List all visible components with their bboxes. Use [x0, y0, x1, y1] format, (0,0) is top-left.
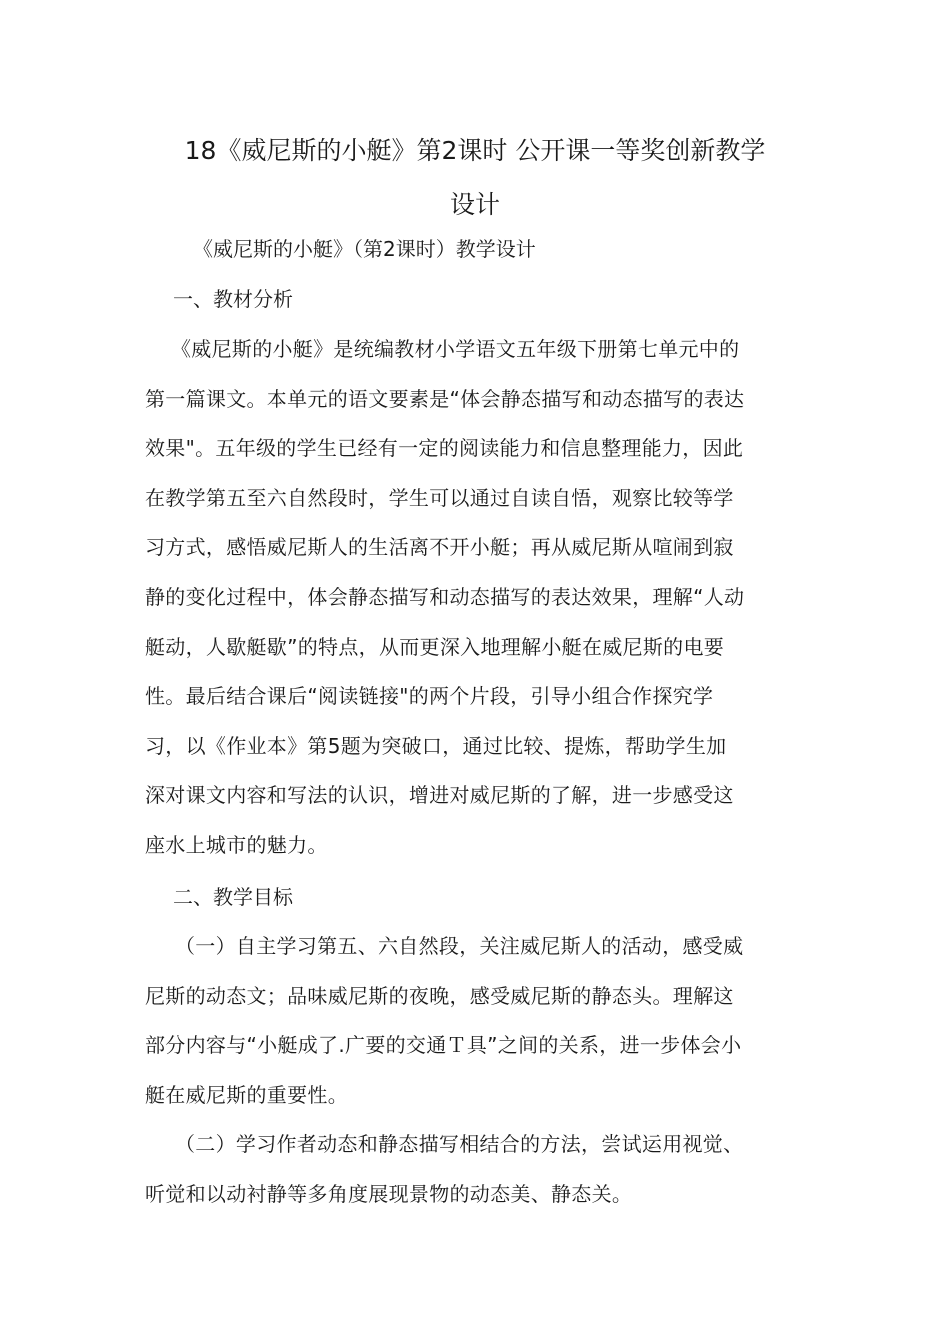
text-line: 性。最后结合课后“阅读链接"的两个片段，引导小组合作探究学: [145, 684, 714, 709]
title-line-2: 设计: [449, 190, 500, 219]
text-line: 习，以《作业本》第5题为突破口，通过比较、提炼，帮助学生加: [145, 733, 727, 758]
section-heading-goals: 二、教学目标: [173, 885, 293, 909]
text-line: 听觉和以动衬静等多角度展现景物的动态美、静态关。: [145, 1181, 633, 1206]
text-line: （二）学习作者动态和静态描写相结合的方法，尝试运用视觉、: [175, 1132, 744, 1156]
text-line: 《威尼斯的小艇》是统编教材小学语文五年级下册第七单元中的: [171, 337, 740, 361]
text-line: 座水上城市的魅力。: [145, 832, 328, 857]
text-line: 在教学第五至六自然段时，学生可以通过自读自悟，观察比较等学: [145, 485, 734, 510]
title-line-1: 18《威尼斯的小艇》第2课时 公开课一等奖创新教学: [184, 136, 766, 165]
paragraph-goal-1: [145, 922, 807, 1120]
section-heading-materials: 一、教材分析: [173, 287, 293, 311]
paragraph-materials-analysis: [145, 325, 807, 871]
text-line: 第一篇课文。本单元的语文要素是“体会静态描写和动态描写的表达: [145, 386, 745, 411]
text-line: （一）自主学习第五、六自然段，关注威尼斯人的活动，感受威: [175, 934, 744, 958]
text-line: 艇动，人歇艇歇”的特点，从而更深入地理解小艇在威尼斯的电要: [145, 634, 725, 659]
text-line: 部分内容与“小艇成了.广要的交通Ｔ具”之间的关系，进一步体会小: [145, 1033, 742, 1058]
text-line: 深对课文内容和写法的认识，增进对威尼斯的了解，进一步感受这: [145, 783, 734, 808]
text-line: 静的变化过程中，体会静态描写和动态描写的表达效果，理解“人动: [145, 584, 745, 609]
text-line: 效果"。五年级的学生已经有一定的阅读能力和信息整理能力，因此: [145, 436, 744, 461]
subtitle: 《威尼斯的小艇》（第2课时）教学设计: [193, 237, 536, 261]
text-line: 尼斯的动态文；品味威尼斯的夜晚，感受威尼斯的静态头。理解这: [145, 983, 734, 1008]
text-line: 艇在威尼斯的重要性。: [145, 1082, 348, 1107]
document-title: [145, 124, 805, 232]
paragraph-goal-2: [145, 1120, 807, 1219]
text-line: 习方式，感悟威尼斯人的生活离不开小艇；再从威尼斯从喧闹到寂: [145, 535, 734, 560]
